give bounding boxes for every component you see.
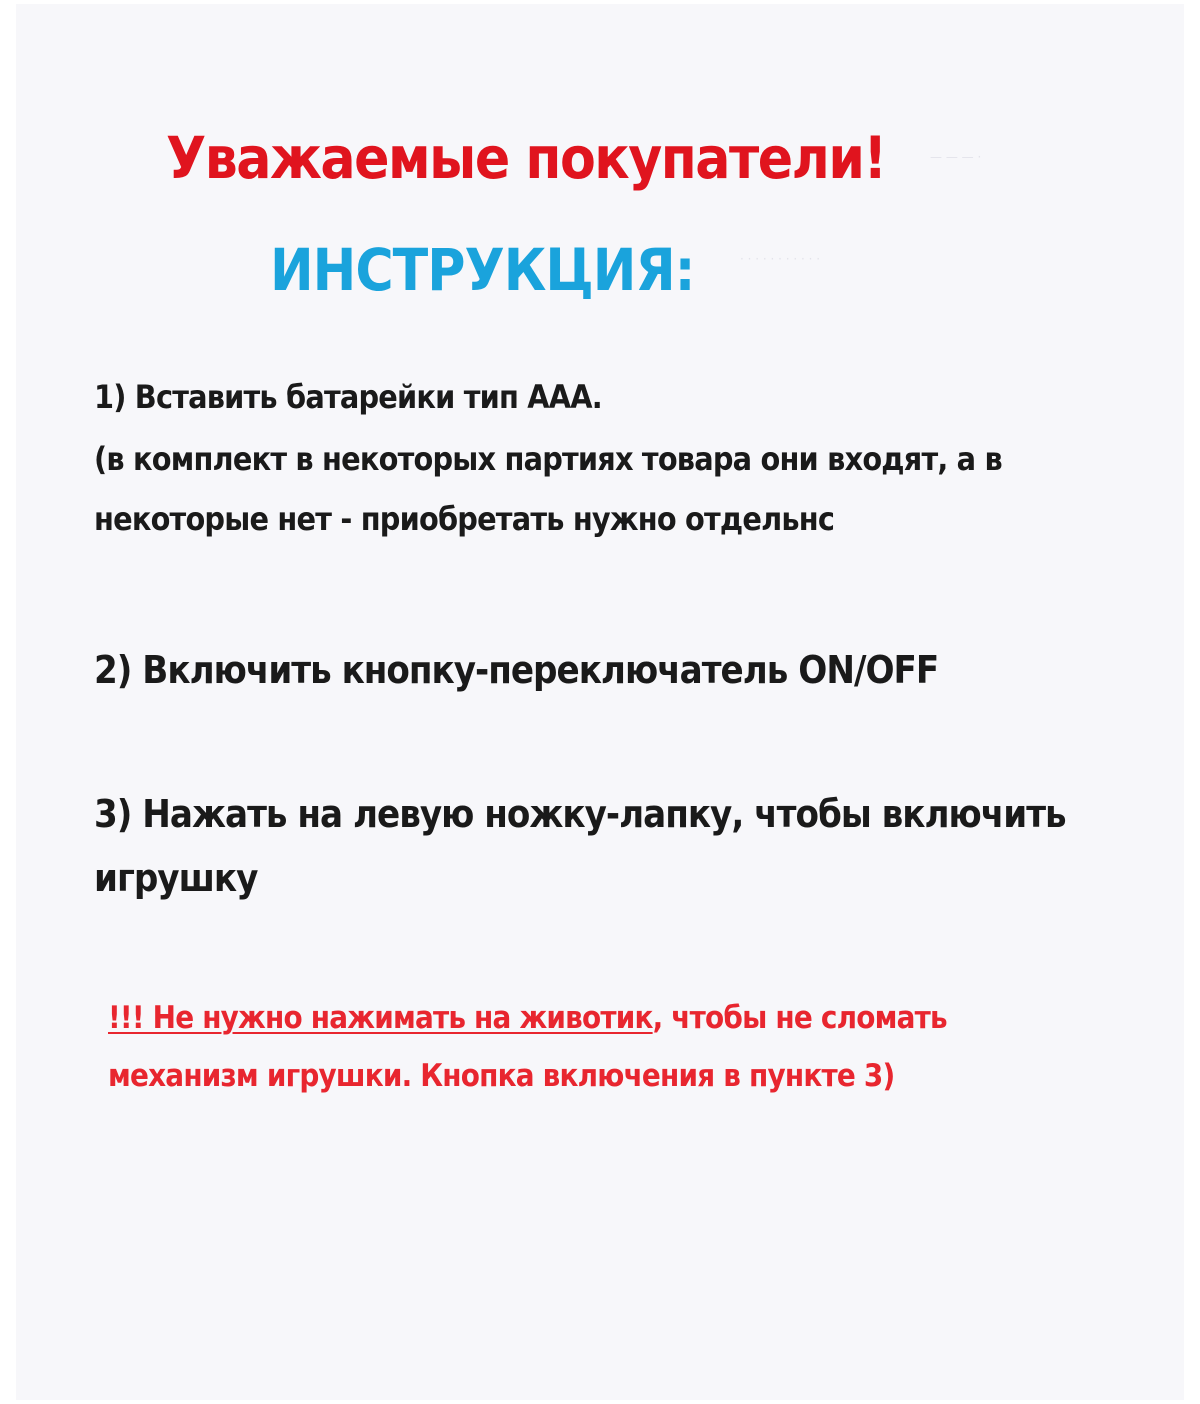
faint-bleed-through-mark: · · · · · · · · · · · <box>740 252 821 266</box>
title-greeting: Уважаемые покупатели! <box>166 124 886 192</box>
faint-bleed-through-mark: — — — · <box>930 150 982 164</box>
step-1-line-1: 1) Вставить батарейки тип ААА. <box>94 378 602 416</box>
instruction-sheet <box>16 4 1184 1400</box>
instruction-heading: ИНСТРУКЦИЯ: <box>270 236 695 304</box>
step-3-line-1: 3) Нажать на левую ножку-лапку, чтобы включить <box>94 792 1066 836</box>
step-3-line-2: игрушку <box>94 856 258 900</box>
warning-line-1 <box>108 1000 947 1036</box>
warning-underlined-text: !!! Не нужно нажимать на животик <box>108 1000 653 1036</box>
step-1-line-3: некоторые нет - приобретать нужно отдельнс <box>94 500 835 538</box>
step-2-line-1: 2) Включить кнопку-переключатель ON/OFF <box>94 648 939 692</box>
step-1-line-2: (в комплект в некоторых партиях товара они входят, а в <box>94 440 1002 478</box>
warning-line-1-rest: , чтобы не сломать <box>652 1000 947 1036</box>
warning-line-2: механизм игрушки. Кнопка включения в пункте 3) <box>108 1058 895 1094</box>
